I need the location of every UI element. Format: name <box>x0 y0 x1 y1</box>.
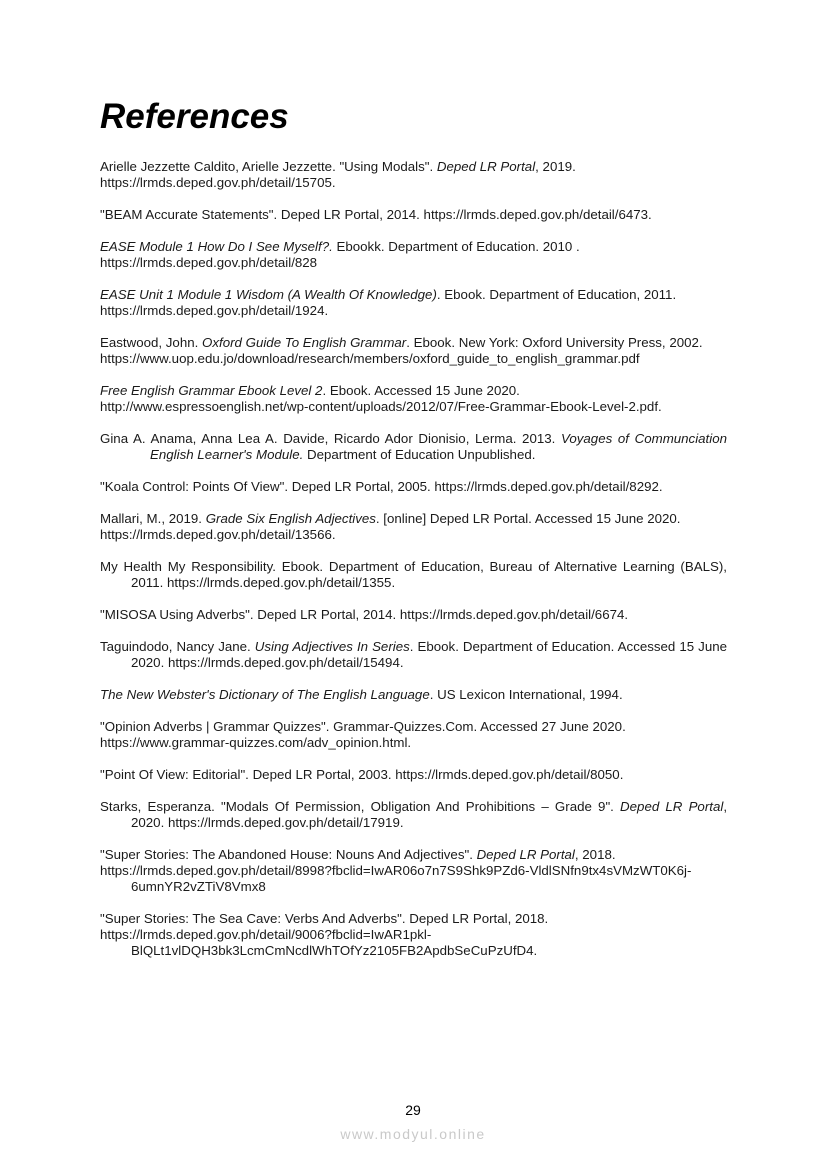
page-title: References <box>100 97 289 136</box>
reference-entry: Eastwood, John. Oxford Guide To English Grammar. Ebook. New York: Oxford University Press, 2002. https://www.uop.edu.jo/download/research/members/oxford_guide_to_english_grammar.pdf <box>100 335 703 366</box>
watermark: www.modyul.online <box>340 1126 486 1142</box>
reference-entry: "Point Of View: Editorial". Deped LR Portal, 2003. https://lrmds.deped.gov.ph/detail/8050. <box>100 767 624 782</box>
reference-entry: Arielle Jezzette Caldito, Arielle Jezzette. "Using Modals". Deped LR Portal, 2019. https://lrmds.deped.gov.ph/detail/15705. <box>100 159 576 190</box>
reference-entry: Starks, Esperanza. "Modals Of Permission, Obligation And Prohibitions – Grade 9". Deped LR Portal, 2020. https://lrmds.deped.gov.ph/detail/17919. <box>100 799 728 830</box>
page-number: 29 <box>405 1102 421 1118</box>
reference-entry: "Super Stories: The Sea Cave: Verbs And Adverbs". Deped LR Portal, 2018. https://lrmds.deped.gov.ph/detail/9006?fbclid=IwAR1pkl-BlQLt1vlDQH3bk3LcmCmNcdlWhTOfYz2105FB2ApdbSeCuPzUfD4. <box>100 911 549 958</box>
reference-entry: "Koala Control: Points Of View". Deped LR Portal, 2005. https://lrmds.deped.gov.ph/detail/8292. <box>100 479 663 494</box>
reference-entry: My Health My Responsibility. Ebook. Department of Education, Bureau of Alternative Learning (BALS), 2011. https://lrmds.deped.gov.ph/detail/1355. <box>100 559 727 590</box>
reference-entry: EASE Module 1 How Do I See Myself?. Ebookk. Department of Education. 2010 . https://lrmds.deped.gov.ph/detail/828 <box>100 239 580 270</box>
reference-entry: "Super Stories: The Abandoned House: Nouns And Adjectives". Deped LR Portal, 2018. https://lrmds.deped.gov.ph/detail/8998?fbclid=IwAR06o7n7S9Shk9PZd6-VldlSNfn9tx4sVMzWT0K6j-6umnYR2vZTiV8Vmx8 <box>100 847 692 894</box>
reference-entry: "Opinion Adverbs | Grammar Quizzes". Grammar-Quizzes.Com. Accessed 27 June 2020. https://www.grammar-quizzes.com/adv_opinion.html. <box>100 719 626 750</box>
reference-entry: EASE Unit 1 Module 1 Wisdom (A Wealth Of Knowledge). Ebook. Department of Education, 2011. https://lrmds.deped.gov.ph/detail/1924. <box>100 287 677 318</box>
reference-entry: The New Webster's Dictionary of The English Language. US Lexicon International, 1994. <box>100 687 623 702</box>
reference-entry: Free English Grammar Ebook Level 2. Ebook. Accessed 15 June 2020. http://www.espressoenglish.net/wp-content/uploads/2012/07/Free-Grammar-Ebook-Level-2.pdf. <box>100 383 662 414</box>
reference-entry: "MISOSA Using Adverbs". Deped LR Portal, 2014. https://lrmds.deped.gov.ph/detail/6674. <box>100 607 629 622</box>
reference-entry: Gina A. Anama, Anna Lea A. Davide, Ricardo Ador Dionisio, Lerma. 2013. Voyages of Communciation English Learner's Module. Department of Education Unpublished. <box>100 431 727 462</box>
reference-entry: Taguindodo, Nancy Jane. Using Adjectives In Series. Ebook. Department of Education. Accessed 15 June 2020. https://lrmds.deped.gov.ph/detail/15494. <box>100 639 728 670</box>
reference-entry: "BEAM Accurate Statements". Deped LR Portal, 2014. https://lrmds.deped.gov.ph/detail/6473. <box>100 207 652 222</box>
reference-entry: Mallari, M., 2019. Grade Six English Adjectives. [online] Deped LR Portal. Accessed 15 June 2020. https://lrmds.deped.gov.ph/detail/13566. <box>100 511 681 542</box>
reference-list <box>100 159 727 975</box>
